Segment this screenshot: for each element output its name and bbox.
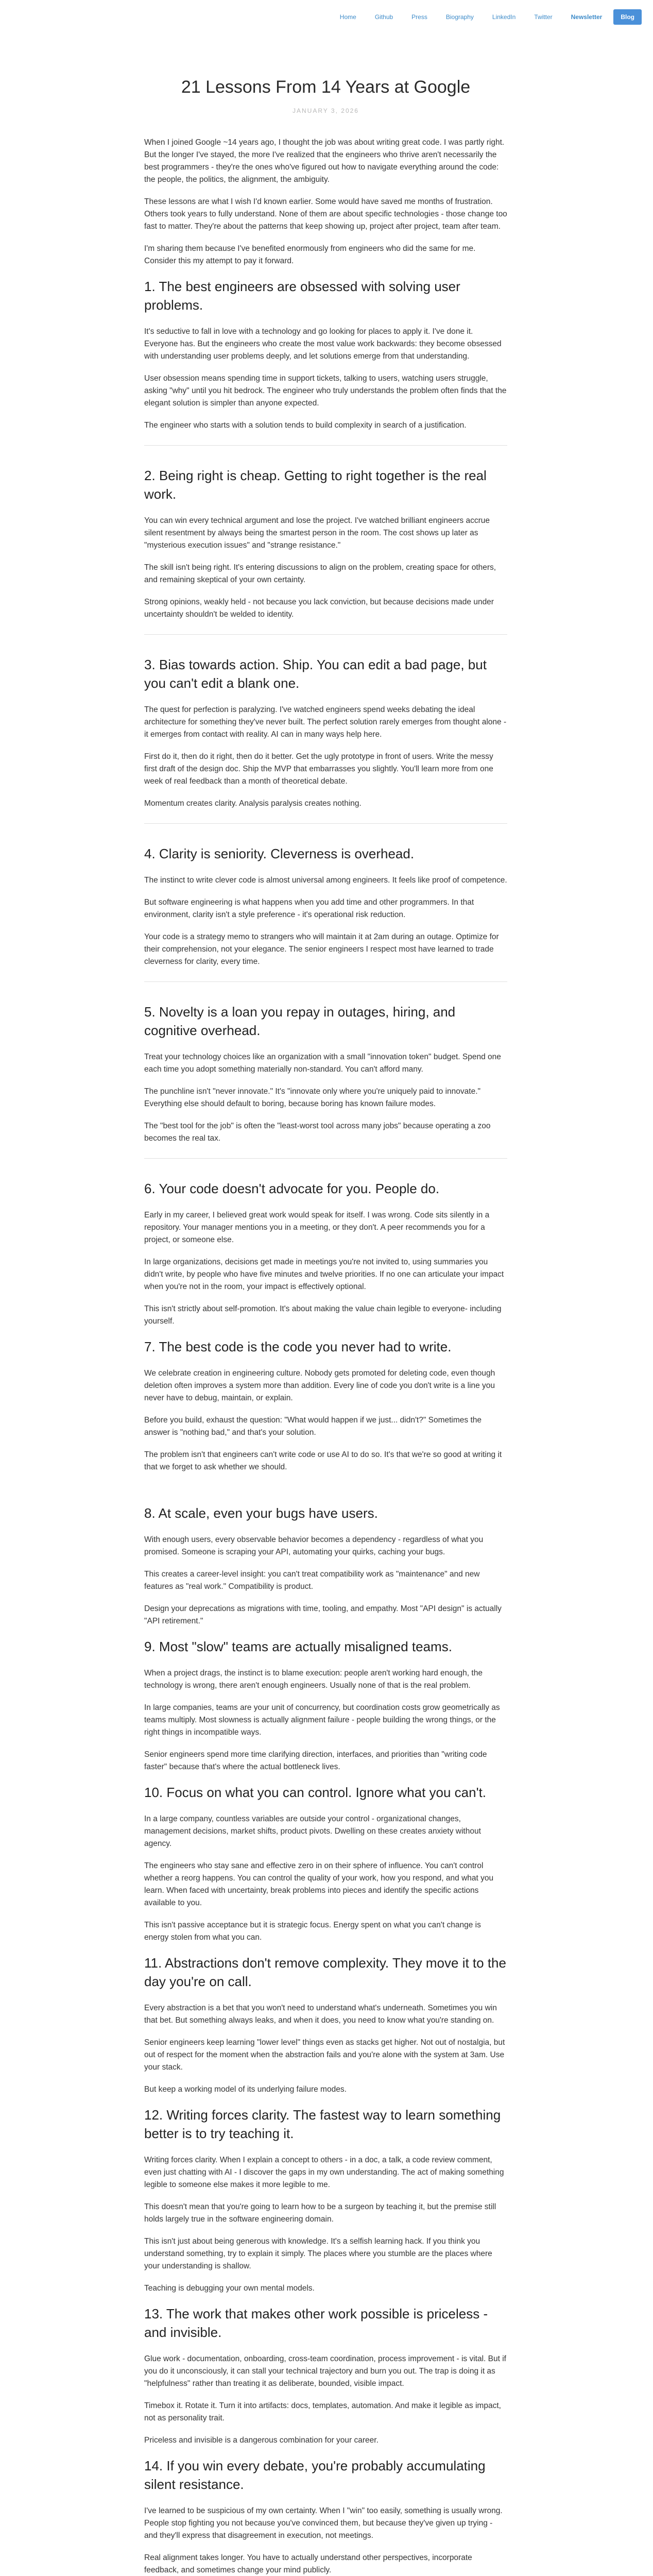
section-paragraph: This doesn't mean that you're going to learn how to be a surgeon by teaching it, but the premise still holds largely true in the software engineering domain. <box>144 2202 496 2224</box>
section-divider <box>144 823 507 824</box>
section-paragraph: In a large company, countless variables are outside your control - organizational changes, management decisions, market shifts, product pivots. Dwelling on these creates anxiety without agency. <box>144 1815 481 1848</box>
section-paragraph: Treat your technology choices like an organization with a small "innovation token" budget. Spend one each time you adopt something materially non-standard. You can't afford many. <box>144 1053 501 1074</box>
section-heading-13: 13. The work that makes other work possible is priceless - and invisible. <box>144 2306 488 2340</box>
nav-blog-button[interactable]: Blog <box>613 9 642 25</box>
section-divider <box>144 445 507 446</box>
nav-press-link[interactable]: Press <box>411 13 427 21</box>
section-paragraph: Before you build, exhaust the question: "What would happen if we just... didn't?" Sometimes the answer is "nothing bad," and that's your solution. <box>144 1416 482 1437</box>
section-paragraph: It's seductive to fall in love with a technology and go looking for places to apply it. I've done it. Everyone has. But the engineers who create the most value work backwards: they become obsessed with understanding user problems deeply, and let solutions emerge from that understanding. <box>144 327 502 361</box>
section-paragraph: In large organizations, decisions get made in meetings you're not invited to, using summaries you didn't write, by people who have five minutes and twelve priorities. If no one can articulate your impact when you're not in the room, your impact is effectively optional. <box>144 1258 504 1291</box>
nav-biography-link[interactable]: Biography <box>445 13 474 21</box>
section-divider <box>144 634 507 635</box>
post-title: 21 Lessons From 14 Years at Google <box>181 77 471 97</box>
section-paragraph: But software engineering is what happens when you add time and other programmers. In that environment, clarity isn't a style preference - it's operational risk reduction. <box>144 898 474 919</box>
section-paragraph: Real alignment takes longer. You have to actually understand other perspectives, incorporate feedback, and sometimes change your mind publicly. <box>144 2553 472 2574</box>
section-paragraph: The quest for perfection is paralyzing. I've watched engineers spend weeks debating the ideal architecture for something they've never built. The perfect solution rarely emerges from thought alone - it emerges from contact with reality. AI can in many ways help here. <box>144 705 507 739</box>
nav-home-link[interactable]: Home <box>339 13 356 21</box>
section-heading-1: 1. The best engineers are obsessed with solving user problems. <box>144 279 460 313</box>
section-paragraph: This isn't just about being generous with knowledge. It's a selfish learning hack. If you think you understand something, try to explain it simply. The places where you stumble are the places where your understanding is shallow. <box>144 2237 492 2270</box>
section-paragraph: Senior engineers spend more time clarifying direction, interfaces, and priorities than "writing code faster" because that's where the actual bottleneck lives. <box>144 1750 487 1771</box>
section-paragraph: The skill isn't being right. It's entering discussions to align on the problem, creating space for others, and remaining skeptical of your own certainty. <box>144 563 496 584</box>
intro-paragraph: These lessons are what I wish I'd known earlier. Some would have saved me months of frustration. Others took years to fully understand. None of them are about specific technologies - those change too fast to matter. They're about the patterns that keep showing up, project after project, team after team. <box>144 197 507 231</box>
section-paragraph: We celebrate creation in engineering culture. Nobody gets promoted for deleting code, even though deletion often improves a system more than addition. Every line of code you don't write is a line you never have to debug, maintain, or explain. <box>144 1369 495 1402</box>
nav-newsletter-link[interactable]: Newsletter <box>571 13 603 21</box>
section-paragraph: In large companies, teams are your unit of concurrency, but coordination costs grow geometrically as teams multiply. Most slowness is actually alignment failure - people building the wrong things, or the right things in incompatible ways. <box>144 1703 500 1737</box>
section-paragraph: When a project drags, the instinct is to blame execution: people aren't working hard enough, the technology is wrong, there aren't enough engineers. Usually none of that is the real problem. <box>144 1669 483 1690</box>
section-heading-9: 9. Most "slow" teams are actually misaligned teams. <box>144 1639 452 1654</box>
section-paragraph: This creates a career-level insight: you can't treat compatibility work as "maintenance" and new features as "real work." Compatibility is product. <box>144 1570 480 1591</box>
nav-linkedin-link[interactable]: LinkedIn <box>492 13 516 21</box>
section-paragraph: But keep a working model of its underlying failure modes. <box>144 2085 347 2094</box>
section-paragraph: First do it, then do it right, then do it better. Get the ugly prototype in front of users. Write the messy first draft of the design doc. Ship the MVP that embarrasses you slightly. You'll learn more from one week of real feedback than a month of theoretical debate. <box>144 752 493 786</box>
intro-paragraph: I'm sharing them because I've benefited enormously from engineers who did the same for me. Consider this my attempt to pay it forward. <box>144 244 476 265</box>
section-heading-7: 7. The best code is the code you never had to write. <box>144 1339 452 1354</box>
section-heading-4: 4. Clarity is seniority. Cleverness is overhead. <box>144 846 415 861</box>
section-heading-14: 14. If you win every debate, you're probably accumulating silent resistance. <box>144 2458 486 2492</box>
section-heading-3: 3. Bias towards action. Ship. You can edit a bad page, but you can't edit a blank one. <box>144 657 487 691</box>
intro-paragraph: When I joined Google ~14 years ago, I thought the job was about writing great code. I was partly right. But the longer I've stayed, the more I've realized that the engineers who thrive aren't necessarily the best programmers - they're the ones who've figured out how to navigate everything around the code: the people, the politics, the alignment, the ambiguity. <box>144 138 505 184</box>
section-paragraph: The punchline isn't "never innovate." It's "innovate only where you're uniquely paid to innovate." Everything else should default to boring, because boring has known failure modes. <box>144 1087 481 1108</box>
section-heading-2: 2. Being right is cheap. Getting to right together is the real work. <box>144 468 487 502</box>
section-paragraph: Senior engineers keep learning "lower level" things even as stacks get higher. Not out of nostalgia, but out of respect for the moment when the abstraction fails and you're alone with the system at 3am. Use your stack. <box>144 2038 505 2072</box>
section-heading-10: 10. Focus on what you can control. Ignore what you can't. <box>144 1785 487 1800</box>
section-spacer <box>144 1483 507 1501</box>
top-nav <box>321 9 642 25</box>
post-body <box>144 137 507 2576</box>
section-heading-5: 5. Novelty is a loan you repay in outages, hiring, and cognitive overhead. <box>144 1004 456 1038</box>
section-paragraph: This isn't strictly about self-promotion. It's about making the value chain legible to everyone- including yourself. <box>144 1304 502 1326</box>
section-paragraph: The problem isn't that engineers can't write code or use AI to do so. It's that we're so good at writing it that we forget to ask whether we should. <box>144 1450 502 1471</box>
section-paragraph: Design your deprecations as migrations with time, tooling, and empathy. Most "API design" is actually "API retirement." <box>144 1604 502 1625</box>
section-heading-6: 6. Your code doesn't advocate for you. People do. <box>144 1181 440 1196</box>
section-paragraph: I've learned to be suspicious of my own certainty. When I "win" too easily, something is usually wrong. People stop fighting you not because you've convinced them, but because they've given up trying - and they'll express that disagreement in execution, not meetings. <box>144 2506 503 2540</box>
section-paragraph: The "best tool for the job" is often the "least-worst tool across many jobs" because operating a zoo becomes the real tax. <box>144 1122 491 1143</box>
section-paragraph: Every abstraction is a bet that you won't need to understand what's underneath. Sometimes you win that bet. But something always leaks, and when it does, you need to know what you're standing on. <box>144 2004 497 2025</box>
section-paragraph: You can win every technical argument and lose the project. I've watched brilliant engineers accrue silent resentment by always being the smartest person in the room. The cost shows up later as "mysterious execution issues" and "strange resistance." <box>144 516 490 550</box>
section-heading-11: 11. Abstractions don't remove complexity. They move it to the day you're on call. <box>144 1955 506 1989</box>
section-paragraph: Strong opinions, weakly held - not because you lack conviction, but because decisions made under uncertainty shouldn't be welded to identity. <box>144 598 494 619</box>
section-paragraph: The engineer who starts with a solution tends to build complexity in search of a justification. <box>144 421 467 430</box>
post-date: JANUARY 3, 2026 <box>293 107 359 114</box>
section-heading-8: 8. At scale, even your bugs have users. <box>144 1505 378 1521</box>
section-paragraph: This isn't passive acceptance but it is strategic focus. Energy spent on what you can't change is energy stolen from what you can. <box>144 1921 481 1942</box>
section-divider <box>144 981 507 982</box>
section-paragraph: Glue work - documentation, onboarding, cross-team coordination, process improvement - is vital. But if you do it unconsciously, it can stall your technical trajectory and burn you out. The trap is doing it as "helpfulness" rather than treating it as deliberate, bounded, visible impact. <box>144 2354 506 2388</box>
section-paragraph: With enough users, every observable behavior becomes a dependency - regardless of what you promised. Someone is scraping your API, automating your quirks, caching your bugs. <box>144 1535 484 1556</box>
section-divider <box>144 1158 507 1159</box>
section-paragraph: Timebox it. Rotate it. Turn it into artifacts: docs, templates, automation. And make it legible as impact, not as personality trait. <box>144 2401 501 2422</box>
section-paragraph: Writing forces clarity. When I explain a concept to others - in a doc, a talk, a code review comment, even just chatting with AI - I discover the gaps in my own understanding. The act of making something legible to someone else makes it more legible to me. <box>144 2156 504 2189</box>
section-paragraph: Momentum creates clarity. Analysis paralysis creates nothing. <box>144 799 362 808</box>
section-paragraph: The instinct to write clever code is almost universal among engineers. It feels like proof of competence. <box>144 876 507 885</box>
nav-twitter-link[interactable]: Twitter <box>534 13 553 21</box>
section-paragraph: Early in my career, I believed great work would speak for itself. I was wrong. Code sits silently in a repository. Your manager mentions you in a meeting, or they don't. A peer recommends you for a project, or someone else. <box>144 1211 490 1244</box>
section-heading-12: 12. Writing forces clarity. The fastest way to learn something better is to try teaching it. <box>144 2107 501 2141</box>
section-paragraph: Your code is a strategy memo to strangers who will maintain it at 2am during an outage. Optimize for their comprehension, not your elegance. The senior engineers I respect most have learned to trade cleverness for clarity, every time. <box>144 933 499 966</box>
section-paragraph: Teaching is debugging your own mental models. <box>144 2284 315 2293</box>
section-paragraph: The engineers who stay sane and effective zero in on their sphere of influence. You can't control whether a reorg happens. You can control the quality of your work, how you respond, and what you learn. When faced with uncertainty, break problems into pieces and identify the specific actions available to you. <box>144 1861 494 1907</box>
section-paragraph: Priceless and invisible is a dangerous combination for your career. <box>144 2436 379 2445</box>
section-paragraph: User obsession means spending time in support tickets, talking to users, watching users struggle, asking "why" until you hit bedrock. The engineer who truly understands the problem often finds that the elegant solution is simpler than anyone expected. <box>144 374 507 408</box>
nav-github-link[interactable]: Github <box>374 13 393 21</box>
